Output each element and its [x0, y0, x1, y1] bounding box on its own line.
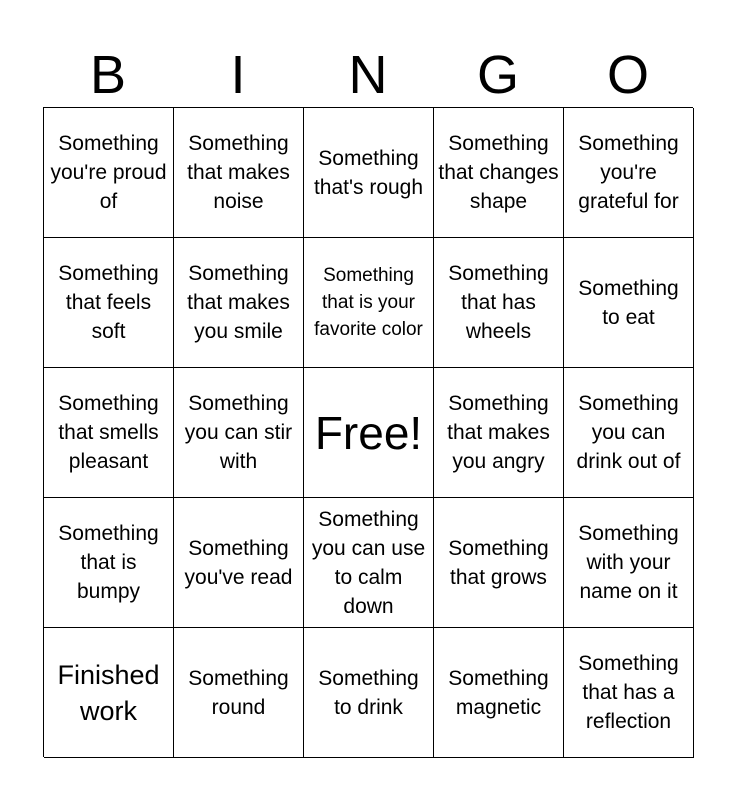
- bingo-board: [43, 107, 693, 757]
- bingo-cell[interactable]: Something magnetic: [434, 628, 564, 758]
- bingo-header: [43, 42, 693, 108]
- bingo-cell[interactable]: Something you've read: [174, 498, 304, 628]
- bingo-cell[interactable]: Something that has a reflection: [564, 628, 694, 758]
- bingo-cell[interactable]: Something with your name on it: [564, 498, 694, 628]
- header-letter-n: N: [348, 45, 388, 105]
- bingo-cell[interactable]: Something round: [174, 628, 304, 758]
- header-letter-b: B: [89, 45, 127, 105]
- bingo-cell[interactable]: Something you're proud of: [44, 108, 174, 238]
- bingo-cell[interactable]: Something you can drink out of: [564, 368, 694, 498]
- bingo-cell[interactable]: Something that's rough: [304, 108, 434, 238]
- bingo-cell[interactable]: Something that changes shape: [434, 108, 564, 238]
- header-letter-o: O: [606, 45, 649, 105]
- bingo-cell[interactable]: Something you can stir with: [174, 368, 304, 498]
- bingo-cell[interactable]: Something that is bumpy: [44, 498, 174, 628]
- bingo-cell[interactable]: Something that makes you angry: [434, 368, 564, 498]
- header-letter-g: G: [476, 45, 519, 105]
- bingo-cell[interactable]: Something that feels soft: [44, 238, 174, 368]
- bingo-cell[interactable]: Something that makes you smile: [174, 238, 304, 368]
- free-space-cell[interactable]: Free!: [304, 368, 434, 498]
- bingo-cell[interactable]: Something that makes noise: [174, 108, 304, 238]
- bingo-cell[interactable]: Something that has wheels: [434, 238, 564, 368]
- bingo-cell[interactable]: Something to drink: [304, 628, 434, 758]
- bingo-cell[interactable]: Something that smells pleasant: [44, 368, 174, 498]
- bingo-cell[interactable]: Something you're grateful for: [564, 108, 694, 238]
- bingo-cell[interactable]: Something to eat: [564, 238, 694, 368]
- bingo-cell[interactable]: Something that grows: [434, 498, 564, 628]
- bingo-cell[interactable]: Something that is your favorite color: [304, 238, 434, 368]
- header-letter-i: I: [230, 45, 246, 105]
- bingo-cell[interactable]: Finished work: [44, 628, 174, 758]
- bingo-cell[interactable]: Something you can use to calm down: [304, 498, 434, 628]
